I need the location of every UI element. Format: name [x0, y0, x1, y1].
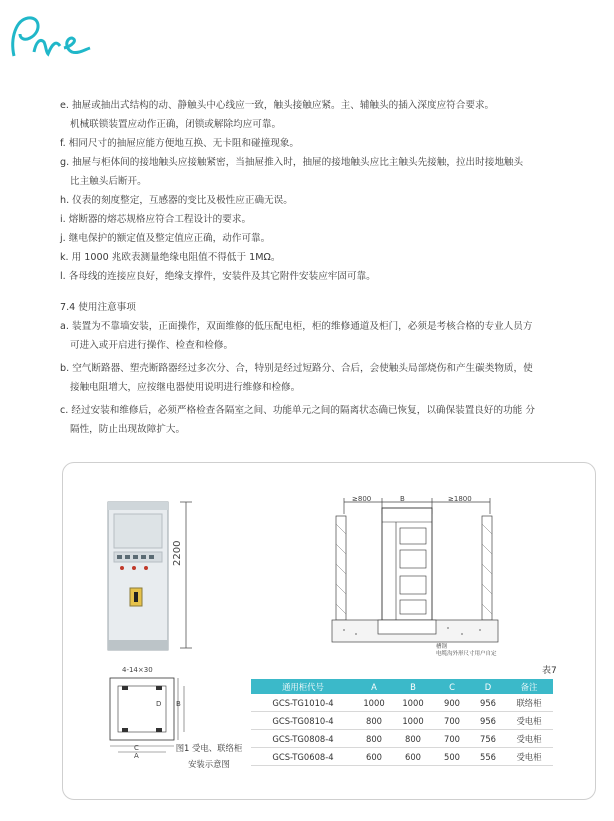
col-d: D: [471, 679, 505, 694]
cabinet-side-section: [330, 494, 500, 654]
dim-a: A: [134, 752, 139, 760]
table-row: [251, 748, 553, 766]
cell: 500: [433, 748, 471, 766]
cell: 800: [393, 730, 433, 748]
cell: 受电柜: [505, 748, 553, 766]
logo-mark: [6, 8, 94, 68]
height-label: 2200: [172, 540, 183, 566]
item-f: f. 相同尺寸的抽屉应能方便地互换、无卡阻和碰撞现象。: [60, 138, 300, 149]
dim-c: C: [134, 744, 139, 752]
table-number: 表7: [542, 666, 557, 676]
table-row: [251, 694, 553, 712]
item-j: j. 继电保护的额定值及整定值应正确，动作可靠。: [60, 233, 271, 244]
table-row: [251, 712, 553, 730]
cell: 联络柜: [505, 694, 553, 712]
figure-caption: [170, 740, 248, 772]
requirements-text: [60, 96, 600, 439]
cell: 800: [355, 712, 393, 730]
cell: GCS-TG0608-4: [251, 748, 355, 766]
cell: 900: [433, 694, 471, 712]
item-l: l. 各母线的连接应良好，绝缘支撑件，安装件及其它附件安装应牢固可靠。: [60, 271, 376, 282]
item-i: i. 熔断器的熔芯规格应符合工程设计的要求。: [60, 214, 252, 225]
col-a: A: [355, 679, 393, 694]
col-code: 通用柜代号: [251, 679, 355, 694]
dim-d: D: [156, 700, 162, 708]
cell: 1000: [393, 694, 433, 712]
cell: 956: [471, 694, 505, 712]
table-header-row: [251, 679, 553, 694]
height-dimension: [170, 500, 200, 650]
dim-b: B: [176, 700, 181, 708]
item-c-line1: c. 经过安装和维修后，必须严格检查各隔室之间、功能单元之间的隔离状态确已恢复，以确保装置良好的功能 分: [60, 405, 535, 416]
cell: 1000: [355, 694, 393, 712]
item-b-line1: b. 空气断路器、塑壳断路器经过多次分、合，特别是经过短路分、合后，会使触头局部烧伤和产生碳类物质，使: [60, 363, 533, 374]
dim-holes: 4-14×30: [122, 666, 153, 674]
caption-line2: 安装示意图: [188, 759, 230, 769]
item-g-line2: 比主触头后断开。: [70, 176, 147, 187]
note-channel-steel: 槽钢: [436, 644, 448, 650]
item-k: k. 用 1000 兆欧表测量绝缘电阻值不得低于 1MΩ。: [60, 252, 281, 263]
cell: 600: [355, 748, 393, 766]
item-c-line2: 隔性，防止出现故障扩大。: [70, 424, 186, 435]
item-b-line2: 接触电阻增大，应按继电器使用说明进行维修和检修。: [70, 382, 301, 393]
item-g-line1: g. 抽屉与柜体间的接地触头应接触紧密，当抽屉推入时，抽屉的接地触头应比主触头先接触，拉出时接地触头: [60, 157, 524, 168]
item-a-line2: 可进入或开启进行操作、检查和检修。: [70, 340, 234, 351]
cell: GCS-TG1010-4: [251, 694, 355, 712]
table-row: [251, 730, 553, 748]
caption-line1: 图1 受电、联络柜: [175, 743, 243, 753]
col-c: C: [433, 679, 471, 694]
note-cable-trench: 电缆沟外形尺寸用户自定: [436, 651, 497, 657]
cell: 700: [433, 712, 471, 730]
dim-left-clearance: ≥800: [352, 495, 372, 503]
dim-right-clearance: ≥1800: [448, 495, 472, 503]
cell: 700: [433, 730, 471, 748]
item-a-line1: a. 装置为不靠墙安装，正面操作，双面维修的低压配电柜，柜的维修通道及柜门，必须是考核合格的专业人员方: [60, 321, 533, 332]
cell: 956: [471, 712, 505, 730]
cell: 1000: [393, 712, 433, 730]
item-e-line2: 机械联锁装置应动作正确，闭锁或解除均应可靠。: [70, 119, 282, 130]
cell: GCS-TG0810-4: [251, 712, 355, 730]
col-b: B: [393, 679, 433, 694]
cell: 受电柜: [505, 730, 553, 748]
section-title: 7.4 使用注意事项: [60, 302, 136, 313]
col-remark: 备注: [505, 679, 553, 694]
item-h: h. 仪表的刻度整定，互感器的变比及极性应正确无误。: [60, 195, 293, 206]
cell: 556: [471, 748, 505, 766]
cell: 受电柜: [505, 712, 553, 730]
cell: 800: [355, 730, 393, 748]
item-e-line1: e. 抽屉或抽出式结构的动、静触头中心线应一致，触头接触应紧。主、辅触头的插入深度应符合要求。: [60, 100, 495, 111]
spec-table: [251, 679, 553, 766]
dim-depth: B: [400, 495, 405, 503]
company-logo: [6, 8, 94, 68]
cell: 756: [471, 730, 505, 748]
cell: 600: [393, 748, 433, 766]
cell: GCS-TG0808-4: [251, 730, 355, 748]
